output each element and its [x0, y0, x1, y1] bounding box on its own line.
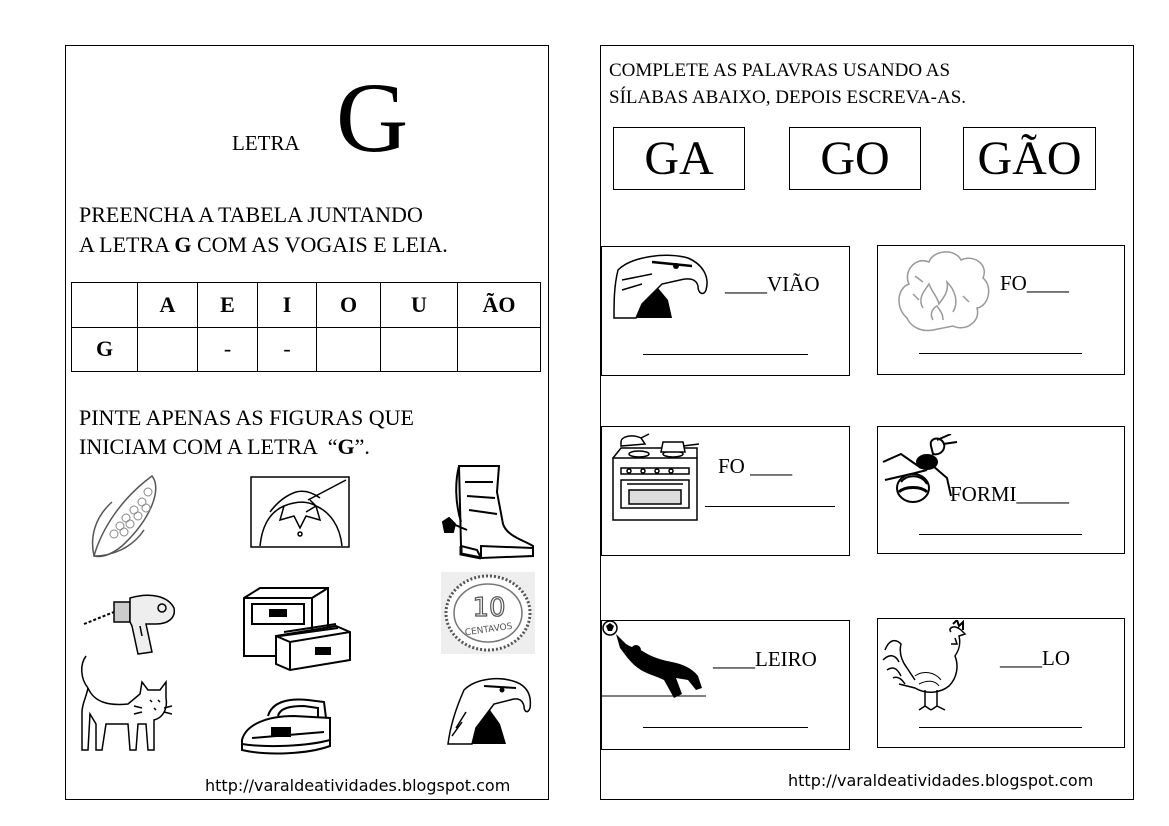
table-cell[interactable] [138, 327, 198, 372]
rooster-icon [879, 620, 979, 714]
syllable-table [71, 282, 541, 372]
right-instruction-line2: SÍLABAS ABAIXO, DEPOIS ESCREVA-AS. [609, 87, 967, 108]
instruction-paint-prefix: INICIAM COM A LETRA “ [79, 434, 338, 459]
boot-icon[interactable] [437, 462, 537, 566]
table-cell[interactable] [317, 327, 381, 372]
word-formiga: FORMI_____ [950, 482, 1070, 506]
instruction-fill-table-suffix: COM AS VOGAIS E LEIA. [191, 232, 448, 257]
answer-line-formiga[interactable] [919, 534, 1082, 535]
table-header-cell: U [381, 283, 458, 328]
table-cell[interactable]: - [198, 327, 258, 372]
answer-line-fogao[interactable] [705, 506, 835, 507]
letter-label: LETRA [232, 131, 300, 155]
coin-text: CENTAVOS [464, 621, 514, 639]
right-instruction-line1: COMPLETE AS PALAVRAS USANDO AS [609, 60, 951, 81]
instruction-fill-table-prefix: A LETRA [79, 232, 175, 257]
table-cell[interactable] [458, 327, 541, 372]
instruction-paint-letter: G [337, 434, 355, 459]
coin-number: 10 [472, 593, 506, 623]
answer-line-fogo[interactable] [919, 353, 1082, 354]
table-cell[interactable]: - [258, 327, 317, 372]
cat-icon[interactable] [72, 654, 172, 756]
coin-icon[interactable] [441, 572, 535, 654]
syllable-box-ga: GA [613, 127, 745, 190]
big-letter: G [336, 62, 409, 173]
table-cell[interactable] [381, 327, 458, 372]
fire-icon [893, 248, 993, 334]
file-cabinet-icon[interactable] [240, 586, 352, 672]
word-goleiro: ____LEIRO [713, 647, 817, 671]
table-row-label: G [72, 327, 138, 372]
table-header-cell: O [317, 283, 381, 328]
iron-icon[interactable] [238, 696, 334, 758]
table-row [72, 327, 541, 372]
instruction-paint-line1: PINTE APENAS AS FIGURAS QUE [79, 405, 414, 430]
answer-line-aviao[interactable] [643, 354, 808, 355]
eagle-icon[interactable] [446, 668, 536, 746]
table-header-cell: I [258, 283, 317, 328]
ant-icon [881, 434, 961, 510]
shirt-collar-icon[interactable] [250, 476, 350, 548]
table-header-cell: E [198, 283, 258, 328]
word-galo: ____LO [1000, 646, 1070, 670]
word-fogao: FO ____ [718, 454, 793, 478]
instruction-paint-line2 [79, 434, 370, 460]
instruction-fill-table-letter: G [174, 232, 192, 257]
goalkeeper-icon [602, 620, 706, 704]
table-header-cell: A [138, 283, 198, 328]
drill-icon[interactable] [80, 582, 180, 658]
right-footer-url[interactable]: http://varaldeatividades.blogspot.com [788, 771, 1094, 790]
word-fogo: FO____ [1000, 271, 1069, 295]
answer-line-galo[interactable] [919, 727, 1082, 728]
left-footer-url[interactable]: http://varaldeatividades.blogspot.com [205, 776, 511, 795]
table-header-row [72, 283, 541, 328]
syllable-box-gao: GÃO [963, 127, 1096, 190]
eagle-icon [612, 250, 712, 320]
answer-line-goleiro[interactable] [643, 727, 808, 728]
syllable-box-go: GO [789, 127, 921, 190]
table-header-cell: ÃO [458, 283, 541, 328]
word-aviao: ____VIÃO [725, 272, 820, 296]
corn-icon[interactable] [82, 468, 178, 564]
instruction-fill-table-line2 [79, 232, 448, 258]
stove-icon [607, 432, 703, 522]
instruction-fill-table-line1: PREENCHA A TABELA JUNTANDO [79, 202, 423, 227]
instruction-paint-suffix: ”. [354, 434, 370, 459]
table-header-cell [72, 283, 138, 328]
